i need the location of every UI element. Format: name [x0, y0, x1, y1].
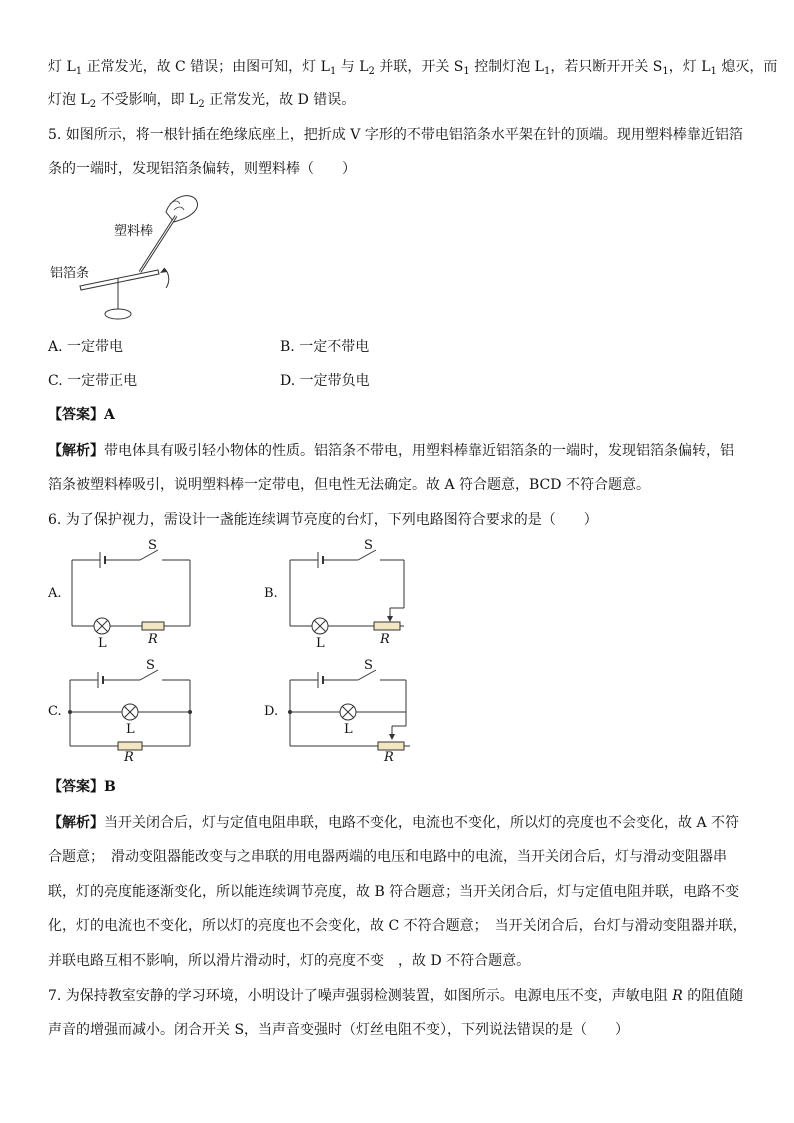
q5-option-a: A. 一定带电: [48, 339, 124, 355]
switch-label: S: [146, 658, 155, 673]
q7-stem-line-2: 声音的增强而减小。闭合开关 S，当声音变强时（灯丝电阻不变），下列说法错误的是（ ）: [48, 1022, 630, 1038]
q5-option-c: C. 一定带正电: [48, 373, 138, 389]
q5-option-d: D. 一定带负电: [280, 373, 370, 389]
q5-explanation-line-1: 【解析】带电体具有吸引轻小物体的性质。铝箔条不带电，用塑料棒靠近铝箔条的一端时，发现铝箔条偏转，铝: [48, 443, 734, 459]
prev-answer-line-2: 灯泡 $L_2$ 不受影响，即 $L_2$ 正常发光，故 D 错误。: [48, 92, 356, 110]
q5-answer: 【答案】A: [48, 407, 115, 423]
q6-explanation-line-2: 合题意； 滑动变阻器能改变与之串联的用电器两端的电压和电路中的电流，当开关闭合后，灯与滑动变阻器串: [48, 849, 727, 865]
q5-figure: [48, 190, 218, 325]
circuit-c: [44, 658, 204, 768]
lamp-label: L: [98, 636, 107, 651]
q6-stem: 6. 为了保护视力，需设计一盏能连续调节亮度的台灯，下列电路图符合要求的是（ ）: [48, 512, 598, 528]
q7-stem-line-1: 7. 为保持教室安静的学习环境，小明设计了噪声强弱检测装置，如图所示。电源电压不变，声敏电阻 R 的阻值随: [48, 988, 744, 1004]
q6-explanation-line-4: 化，灯的电流也不变化，所以灯的亮度也不会变化，故 C 不符合题意； 当开关闭合后，台灯与滑动变阻器并联，: [48, 918, 747, 934]
circuit-d-label: D.: [264, 704, 279, 719]
q6-explanation-line-5: 并联电路互相不影响，所以滑片滑动时，灯的亮度不变 ，故 D 不符合题意。: [48, 953, 531, 969]
resistor-label: R: [148, 632, 158, 647]
switch-label: S: [364, 658, 373, 673]
resistor-icon: [142, 622, 164, 630]
q5-stem-line-1: 5. 如图所示，将一根针插在绝缘底座上，把折成 V 字形的不带电铝箔条水平架在针的顶端。现用塑料棒靠近铝箔: [48, 127, 743, 143]
circuit-d: [262, 658, 432, 768]
circuit-a: [44, 538, 204, 653]
switch-label: S: [364, 538, 373, 553]
q6-explanation-line-3: 联，灯的亮度能逐渐变化，所以能连续调节亮度，故 B 符合题意；当开关闭合后，灯与定值电阻并联，电路不变: [48, 884, 740, 900]
rheostat-icon: [374, 622, 400, 630]
circuit-a-label: A.: [48, 586, 62, 601]
rheostat-label: R: [384, 750, 394, 765]
q5-explanation-line-2: 箔条被塑料棒吸引，说明塑料棒一定带电，但电性无法确定。故 A 符合题意，BCD 不符合题意。: [48, 477, 650, 493]
q5-figure-drawing: [48, 190, 218, 325]
lamp-label: L: [344, 722, 353, 737]
foil-strip: [80, 270, 159, 290]
q5-option-b: B. 一定不带电: [280, 339, 370, 355]
switch-label: S: [148, 538, 157, 553]
rheostat-label: R: [380, 632, 390, 647]
q5-stem-line-2: 条的一端时，发现铝箔条偏转，则塑料棒（ ）: [48, 161, 356, 177]
circuit-b-label: B.: [264, 586, 278, 601]
circuit-c-label: C.: [48, 704, 62, 719]
lamp-label: L: [126, 722, 135, 737]
q6-explanation-line-1: 【解析】当开关闭合后，灯与定值电阻串联，电路不变化，电流也不变化，所以灯的亮度也不会变化，故 A 不符: [48, 815, 740, 831]
insulating-base: [105, 309, 131, 319]
prev-answer-line-1: 灯 $L_1$ 正常发光，故 C 错误；由图可知，灯 $L_1$ 与 $L_2$ 并联，开关 $S_1$ 控制灯泡 $L_1$，若只断开开关 $S_1$，灯 $L_1$ 熄灭，而: [48, 59, 778, 77]
lamp-label: L: [316, 636, 325, 651]
resistor-label: R: [124, 750, 134, 765]
hand-shape: [166, 196, 197, 222]
foil-strip-label: 铝箔条: [50, 266, 90, 281]
circuit-b: [262, 538, 432, 653]
plastic-rod-label: 塑料棒: [114, 224, 154, 239]
q6-answer: 【答案】B: [48, 779, 116, 795]
